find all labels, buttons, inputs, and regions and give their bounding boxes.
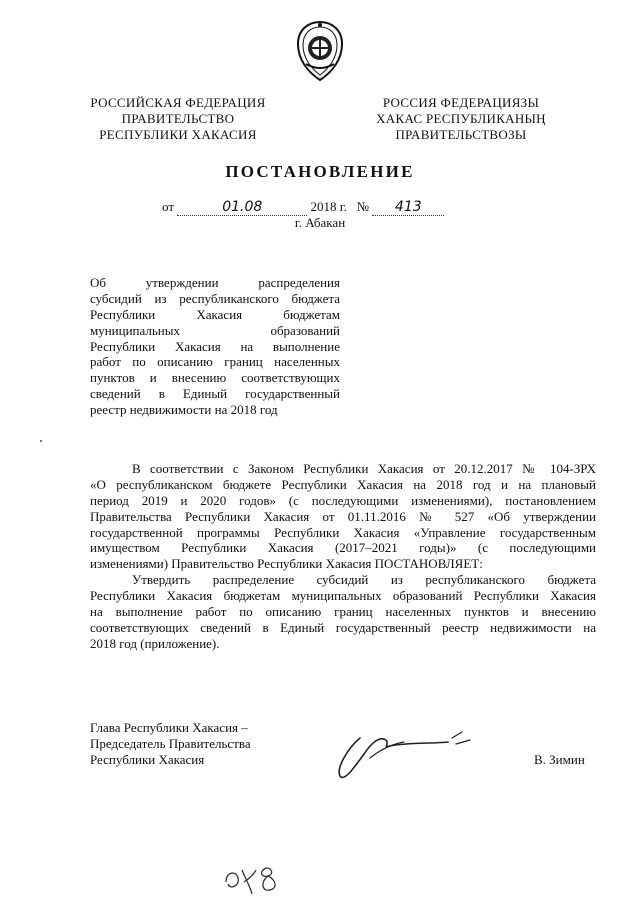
subject-line: Республики Хакасия бюджетам xyxy=(90,306,340,322)
header-left xyxy=(78,95,278,143)
body-line: 2018 год (приложение). xyxy=(90,635,220,651)
date-prefix: от xyxy=(162,199,175,214)
date-line xyxy=(162,199,444,216)
header-left-line: РЕСПУБЛИКИ ХАКАСИЯ xyxy=(99,127,257,142)
handwritten-signature xyxy=(330,728,480,788)
body-line: период 2019 и 2020 годов» (с последующими изменениями), постановлением xyxy=(90,492,596,508)
header-right-line: ПРАВИТЕЛЬСТВОЗЫ xyxy=(395,127,527,142)
body-line: Утвердить распределение субсидий из республиканского бюджета xyxy=(132,572,596,588)
signatory-name: В. Зимин xyxy=(534,752,585,767)
number-sign: № xyxy=(356,199,370,214)
body-line: государственной программы Республики Хакасия «Управление государственным xyxy=(90,524,596,540)
city-label: г. Абакан xyxy=(294,215,346,230)
body-line: на выполнение работ по описанию границ населенных пунктов и внесению xyxy=(90,604,596,620)
body-line: соответствующих сведений в Единый государственный реестр недвижимости на xyxy=(90,619,596,635)
body-line: Правительства Республики Хакасия от 01.11.2016 № 527 «Об утверждении xyxy=(90,508,596,524)
document-title: ПОСТАНОВЛЕНИЕ xyxy=(225,162,415,181)
signatory-title xyxy=(90,720,251,768)
signatory-line: Глава Республики Хакасия – xyxy=(90,720,248,735)
subject-line: Об утверждении распределения xyxy=(90,275,340,290)
year-label: 2018 г. xyxy=(310,199,347,214)
header-right-line: РОССИЯ ФЕДЕРАЦИЯЗЫ xyxy=(382,95,540,110)
signatory-line: Председатель Правительства xyxy=(90,736,251,751)
subject-line: сведений в Единый государственный xyxy=(90,386,340,402)
body-line: изменениями) Правительство Республики Хакасия ПОСТАНОВЛЯЕТ: xyxy=(90,556,483,572)
coat-of-arms-emblem xyxy=(292,20,348,82)
body-line: «О республиканском бюджете Республики Хакасия на 2018 год и на плановый xyxy=(90,476,596,492)
subject-block xyxy=(90,275,340,418)
body-text xyxy=(90,461,596,652)
number-field: 413 xyxy=(372,199,444,216)
subject-line: работ по описанию границ населенных xyxy=(90,354,340,370)
subject-line: субсидий из республиканского бюджета xyxy=(90,290,340,306)
body-line: В соответствии с Законом Республики Хакасия от 20.12.2017 № 104-ЗРХ xyxy=(132,461,596,476)
subject-line: пунктов и внесению соответствующих xyxy=(90,370,340,386)
body-line: Республики Хакасия бюджетам муниципальных образований Республики Хакасия xyxy=(90,588,596,604)
header-left-line: РОССИЙСКАЯ ФЕДЕРАЦИЯ xyxy=(90,95,266,110)
margin-mark xyxy=(40,440,42,442)
signatory-line: Республики Хакасия xyxy=(90,752,205,767)
subject-line: реестр недвижимости на 2018 год xyxy=(90,402,278,418)
header-left-line: ПРАВИТЕЛЬСТВО xyxy=(121,111,235,126)
subject-line: муниципальных образований xyxy=(90,322,340,338)
body-line: имуществом Республики Хакасия (2017–2021 годы)» (с последующими xyxy=(90,540,596,556)
header-right-line: ХАКАС РЕСПУБЛИКАНЫҢ xyxy=(376,111,546,126)
header-right xyxy=(358,95,564,143)
handwritten-annotation xyxy=(222,860,282,898)
date-field: 01.08 xyxy=(177,199,307,216)
subject-line: Республики Хакасия на выполнение xyxy=(90,338,340,354)
